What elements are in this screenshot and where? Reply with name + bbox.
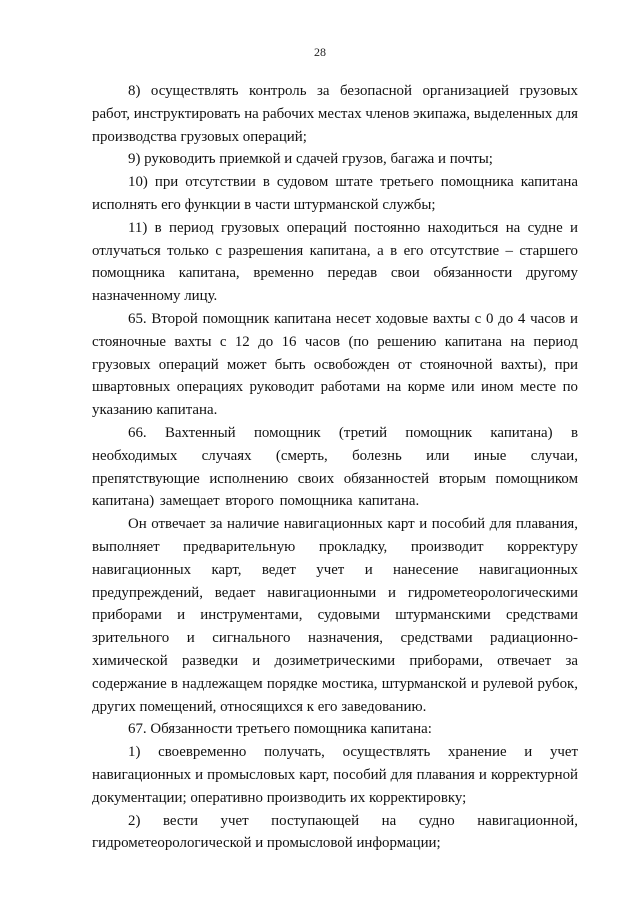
paragraph-10: 10) при отсутствии в судовом штате третьего помощника капитана исполнять его функции в части штурманской службы; bbox=[92, 174, 578, 213]
paragraph-67-2: 2) вести учет поступающей на судно навигационной, гидрометеорологической и промысловой информации; bbox=[92, 812, 578, 852]
paragraph-8: 8) осуществлять контроль за безопасной организацией грузовых работ, инструктировать на рабочих местах членов экипажа, выделенных для производства грузовых операций; bbox=[92, 83, 578, 145]
paragraph-67: 67. Обязанности третьего помощника капитана: bbox=[128, 721, 432, 738]
page-number: 28 bbox=[314, 45, 326, 59]
paragraph-65: 65. Второй помощник капитана несет ходовые вахты с 0 до 4 часов и стояночные вахты с 12 до 16 часов (по решению капитана на период грузовых операций может быть освобожден от стояночной вахты), при швартовных операциях руководит работами на корме или ином месте по указанию капитана. bbox=[92, 310, 578, 419]
paragraph-11: 11) в период грузовых операций постоянно находиться на судне и отлучаться только с разрешения капитана, а в его отсутствие – старшего помощника капитана, временно передав свои обязанности другому назначенному лицу. bbox=[92, 219, 578, 305]
paragraph-66-duties: Он отвечает за наличие навигационных карт и пособий для плавания, выполняет предварительную прокладку, производит корректуру навигационных карт, ведет учет и нанесение навигационных предупреждений, ведает навигационными и гидрометеорологическими приборами и инструментами, судовыми штурманскими средствами зрительного и сигнального назначения, средствами радиационно-химической разведки и дозиметрическими приборами, отвечает за содержание в надлежащем порядке мостика, штурманской и рулевой рубок, других помещений, относящихся к его заведованию. bbox=[92, 516, 578, 715]
paragraph-67-1: 1) своевременно получать, осуществлять хранение и учет навигационных и промысловых карт, пособий для плавания и корректурной документации; оперативно производить их корректировку; bbox=[92, 744, 578, 806]
paragraph-9: 9) руководить приемкой и сдачей грузов, багажа и почты; bbox=[128, 151, 493, 168]
paragraph-66: 66. Вахтенный помощник (третий помощник капитана) в необходимых случаях (смерть, болезнь или иные случаи, препятствующие исполнению своих обязанностей вторым помощником капитана) замещает второго помощника капитана. bbox=[92, 424, 578, 510]
document-body bbox=[92, 80, 578, 855]
